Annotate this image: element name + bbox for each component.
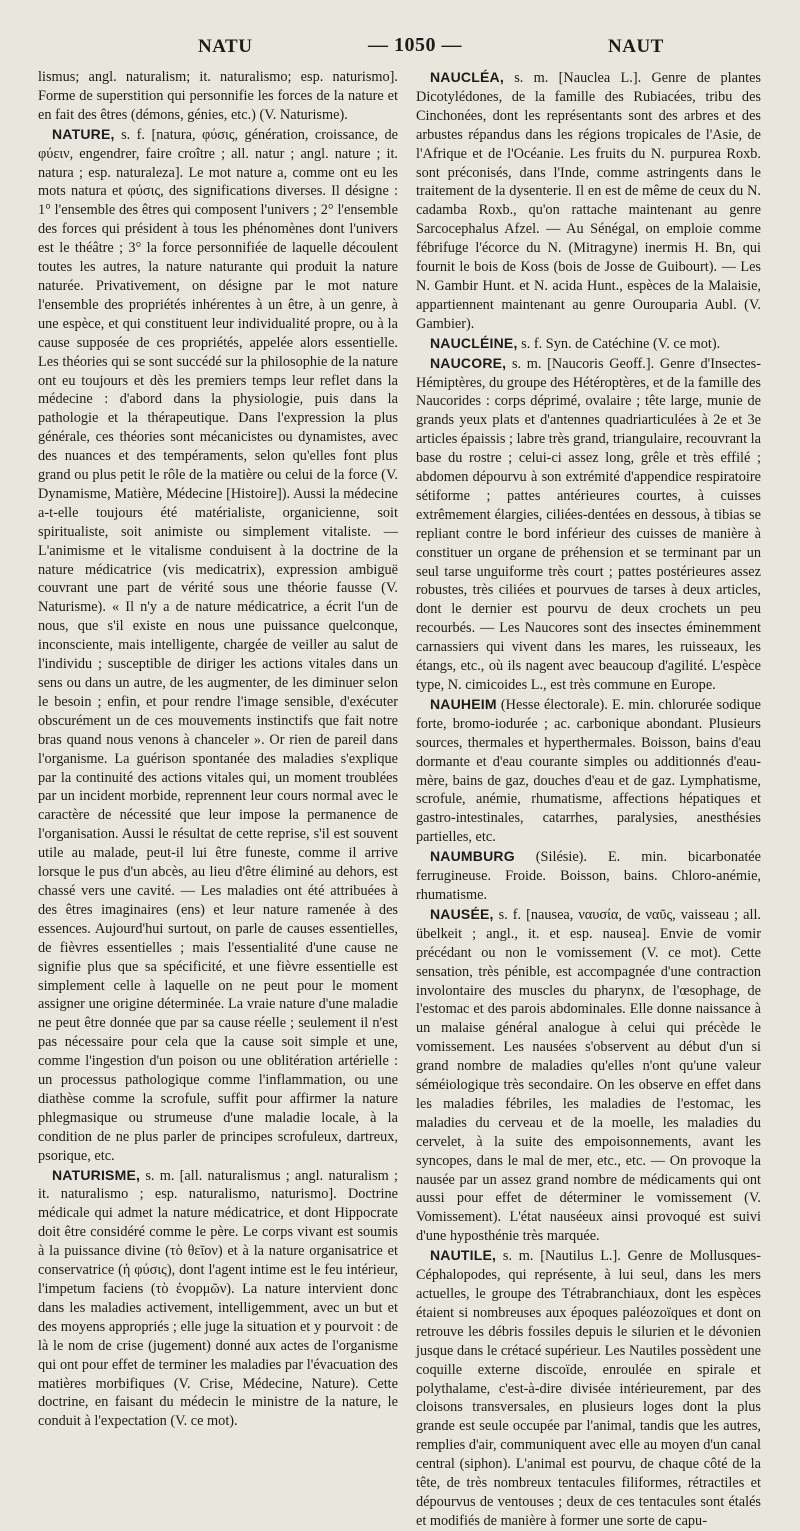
entry-headword: NAUTILE, <box>430 1247 497 1264</box>
entry-nature <box>38 125 398 1166</box>
entry-nauheim <box>416 695 761 847</box>
entry-naucore <box>416 354 761 695</box>
text-columns <box>38 68 774 1531</box>
entry-nautile <box>416 1246 761 1531</box>
entry-nausee <box>416 905 761 1246</box>
entry-headword: NAUCLÉINE, <box>430 334 518 351</box>
left-column <box>38 68 398 1531</box>
entry-text: s. f. [nausea, ναυσία, de ναῦς, vaisseau ; all. übelkeit ; angl., it. et esp. nausea]. Envie de vomir précédant ou non le vomissement (V. ce mot). Cette sensation, très pénible, est accompagnée d'une contraction involontaire des muscles du pharynx, de l'œsophage, de l'estomac et des parois abdominales. Elle donne naissance à un malaise général analogue à celui qui précède le vomissement. Les nausées s'observent au début d'un si grand nombre de maladies qu'elles n'ont qu'une valeur séméiologique très secondaire. On les observe en effet dans les maladies fébriles, les maladies de l'estomac, les maladies du cerveau et de la moelle, les maladies du cervelet, à la suite des empoisonnements, avant les syncopes, dans le mal de mer, etc., etc. — On provoque la nausée par un assez grand nombre de médicaments qui ont aussi pour effet de déterminer le vomissement (V. Vomissement). L'état nauséeux ainsi provoqué est suivi d'une hyposthénie très marquée. <box>416 906 761 1245</box>
entry-nauclea <box>416 68 761 334</box>
entry-text: s. m. [Naucoris Geoff.]. Genre d'Insectes-Hémiptères, du groupe des Hétéroptères, et de la famille des Naucorides : corps déprimé, ovalaire ; tête large, munie de grands yeux plats et d'antennes quadriarticulées à 2e et 3e articles épaissis ; labre très grand, triangulaire, recouvrant la base du rostre ; celui-ci assez long, grêle et très effilé ; abdomen dépourvu à son extrémité d'appendice respiratoire sétiforme ; pattes antérieures courtes, à cuisses extrêmement élargies, ciliées-dentées en dessous, à tibias se repliant contre le bord inférieur des cuisses de manière à constituer un organe de préhension et se terminant par un seul tarse unguiforme très court ; pattes postérieures assez robustes, très ciliées et pourvues de tarses à deux articles, dont le dernier est pourvu de deux crochets un peu recourbés. — Les Naucores sont des insectes éminemment carnassiers qui vivent dans les mares, les ruisseaux, les étangs, etc., où ils nagent avec beaucoup d'agilité. L'espèce type, N. cimicoides L., est très commune en Europe. <box>416 355 761 693</box>
running-head <box>38 34 774 68</box>
entry-text: s. m. [Nauclea L.]. Genre de plantes Dicotylédones, de la famille des Rubiacées, tribu des Cinchonées, dont les représentants sont des arbres et des arbustes répandus dans les régions tropicales de l'Asie, de l'Afrique et de l'Océanie. Les fruits du N. purpurea Roxb. sont préconisés, dans l'Inde, comme astringents dans le traitement de la dysenterie. Il en est de même de ceux du N. cadamba Roxb., qu'on rattache maintenant au genre Sarcocephalus Afzel. — Au Sénégal, on emploie comme fébrifuge l'écorce du N. (Mitragyne) inermis H. Bn, qui fournit le bois de Koss (bois de Josse de Guibourt). — Les N. Gambir Hunt. et N. acida Hunt., espèces de la Malaisie, appartiennent maintenant au genre Ourouparia Aubl. (V. Gambier). <box>416 70 761 332</box>
entry-text: (Silésie). E. min. bicarbonatée ferrugineuse. Froide. Boisson, bains. Chloro-anémie, rhumatisme. <box>416 849 761 903</box>
page-number: — 1050 — <box>368 34 462 56</box>
entry-naumburg <box>416 847 761 905</box>
entry-headword: NAUCLÉA, <box>430 69 504 85</box>
entry-naturisme <box>38 1166 398 1432</box>
entry-headword: NAUHEIM <box>430 695 497 712</box>
running-head-right: NAUT <box>608 36 664 57</box>
entry-headword: NAUSÉE, <box>430 905 494 922</box>
entry-text: s. m. [Nautilus L.]. Genre de Mollusques-Céphalopodes, qui représente, à lui seul, dans les mers actuelles, le groupe des Tétrabranchiaux, dont les espèces étaient si nombreuses aux époques paléozoïques et dont on retrouve les débris fossiles depuis le silurien et le dévonien jusque dans le crétacé supérieur. Les Nautiles possèdent une coquille externe discoïde, enroulée en spirale et polythalame, c'est-à-dire divisée intérieurement, par des cloisons transversales, en plusieurs loges dont la plus grande est seule occupée par l'animal, tandis que les autres, remplies d'air, communiquent avec elle au moyen d'un canal central (siphon). L'animal est pourvu, de chaque côté de la tête, de très nombreux tentacules filiformes, rétractiles et dépourvus de ventouses ; deux de ces tentacules sont étalés et modifiés de manière à former une sorte de capu- <box>416 1248 761 1529</box>
entry-text: s. f. [natura, φύσις, génération, croissance, de φύειν, engendrer, faire croître ; all. natur ; angl. nature ; it. natura ; esp. naturaleza]. Le mot nature a, comme ont eu les mots natura et φύσις, des significations diverses. Il désigne : 1° l'ensemble des êtres qui composent l'univers ; 2° l'ensemble des forces qui président à tous les phénomènes dont l'univers est le théâtre ; 3° la force personnifiée de laquelle découlent toutes les autres, la nature naturante qui produit la nature naturée. Privativement, on désigne par le mot nature l'ensemble des propriétés inhérentes à un être, à un genre, à une espèce, et qui constituent leur individualité propre, ou à la cause supposée de ces propriétés, appelée alors essentielle. Les théories qui se sont succédé sur la philosophie de la nature ont eu toujours et dès les premiers temps leur reflet dans la médecine : d'abord dans la physiologie, puis dans la pathologie et la thérapeutique. Dans l'expression la plus générale, ces théories sont mécanicistes ou dynamistes, avec des nuances et des tempéraments, selon qu'elles font plus grand ou plus petit le rôle de la matière ou celui de la force (V. Dynamisme, Matière, Médecine [Histoire]). Aussi la médecine a-t-elle toujours été matérialiste, organicienne, soit spiritualiste, soit animiste ou simplement vitaliste. — L'animisme et le vitalisme conduisent à la doctrine de la nature médicatrice (vis medicatrix), expression ambiguë couvrant une part de vérité sous une théorie fausse (V. Naturisme). « Il n'y a de nature médicatrice, a écrit l'un de nous, que s'il existe en nous une puissance quelconque, inconsciente, mais intelligente, chargée de veiller au salut de l'individu ; susceptible de diriger les actions vitales dans un sens ou dans un autre, de les augmenter, de les diminuer selon le besoin ; enfin, et pour rendre l'image sensible, d'exécuter obscurément un de ces mouvements instinctifs que fait notre bras quand nous venons à chanceler ». Or rien de pareil dans l'organisme. La guérison spontanée des maladies s'explique par la continuité des actions vitales qui, un moment troublées par un incident morbide, reprennent leur cours normal avec le caractère de nécessité que leur impose la permanence de l'organisation. Aussi le résultat de cette reprise, s'il est souvent utile au malade, peut-il lui être funeste, comme il arrive lorsque le pus d'un abcès, au lieu d'être éliminé au dehors, est chassé vers une cavité. — Les maladies ont été attribuées à des êtres imaginaires (ens) et leur nature ramenée à des essences. Aujourd'hui surtout, on parle de causes essentielles, de fièvres essentielles ; mais l'essentialité d'une cause ne signifie plus que sa spécificité, et une fièvre essentielle est simplement celle à laquelle on ne peut pour le moment assigner une origine déterminée. La vraie nature d'une maladie ne peut être donnée que par sa cause réelle ; seulement il n'est pas nécessaire pour cela que la cause soit simple et une, comme l'ingestion d'un poison ou une oblitération artérielle : un processus pathologique comme l'inflammation, ou une diathèse comme la scrofule, suffit pour affirmer la nature phlegmasique ou strumeuse d'une maladie locale, à la condition de ne plus parler de principes scrofuleux, dartreux, psorique, etc. <box>38 126 398 1164</box>
entry-text: s. m. [all. naturalismus ; angl. naturalism ; it. naturalismo ; esp. naturalismo, naturismo]. Doctrine médicale qui admet la nature médicatrice, et dont Hippocrate doit être considéré comme le père. Le corps vivant est soumis à la puissance divine (τὸ θεῖον) et à la nature organisatrice et conservatrice (ἡ φύσις), dont l'agent intime est le feu intérieur, l'impetum faciens (τὸ ἐνορμῶν). La nature intervient donc dans les maladies activement, intelligemment, avec un but et des moyens appropriés ; elle juge la situation et y pourvoit : de là le nom de crise (jugement) donné aux actes de l'organisme qui ont pour effet de terminer les maladies par l'évacuation des matières morbifiques (V. Crise, Médecine, Nature). Cette doctrine, en faisant du médecin le ministre de la nature, le conduit à l'expectation (V. ce mot). <box>38 1167 398 1430</box>
entry-headword: NAUCORE, <box>430 354 507 371</box>
running-head-left: NATU <box>198 36 253 57</box>
entry-naucleine <box>416 334 761 354</box>
entry-headword: NAUMBURG <box>430 848 515 865</box>
entry-headword: NATURE, <box>52 125 115 142</box>
entry-text: lismus; angl. naturalism; it. naturalismo; esp. naturismo]. Forme de superstition qui personnifie les forces de la nature et en fait des êtres (démons, génies, etc.) (V. Naturisme). <box>38 69 398 123</box>
entry-text: (Hesse électorale). E. min. chlorurée sodique forte, bromo-iodurée ; ac. carbonique abondant. Plusieurs sources, thermales et hyperthermales. Boisson, bains d'eau dormante et d'eau courante simples ou additionnés d'eau-mère, bains de gaz, douches d'eau et de gaz. Lymphatisme, scrofule, anémie, rhumatisme, affections hépatiques et gastro-intestinales, catarrhes, paralysies, anesthésies partielles, etc. <box>416 696 761 846</box>
right-column <box>416 68 761 1531</box>
entry-naturalisme-continuation <box>38 68 398 125</box>
entry-text: s. f. Syn. de Catéchine (V. ce mot). <box>521 335 721 352</box>
entry-headword: NATURISME, <box>52 1166 141 1183</box>
